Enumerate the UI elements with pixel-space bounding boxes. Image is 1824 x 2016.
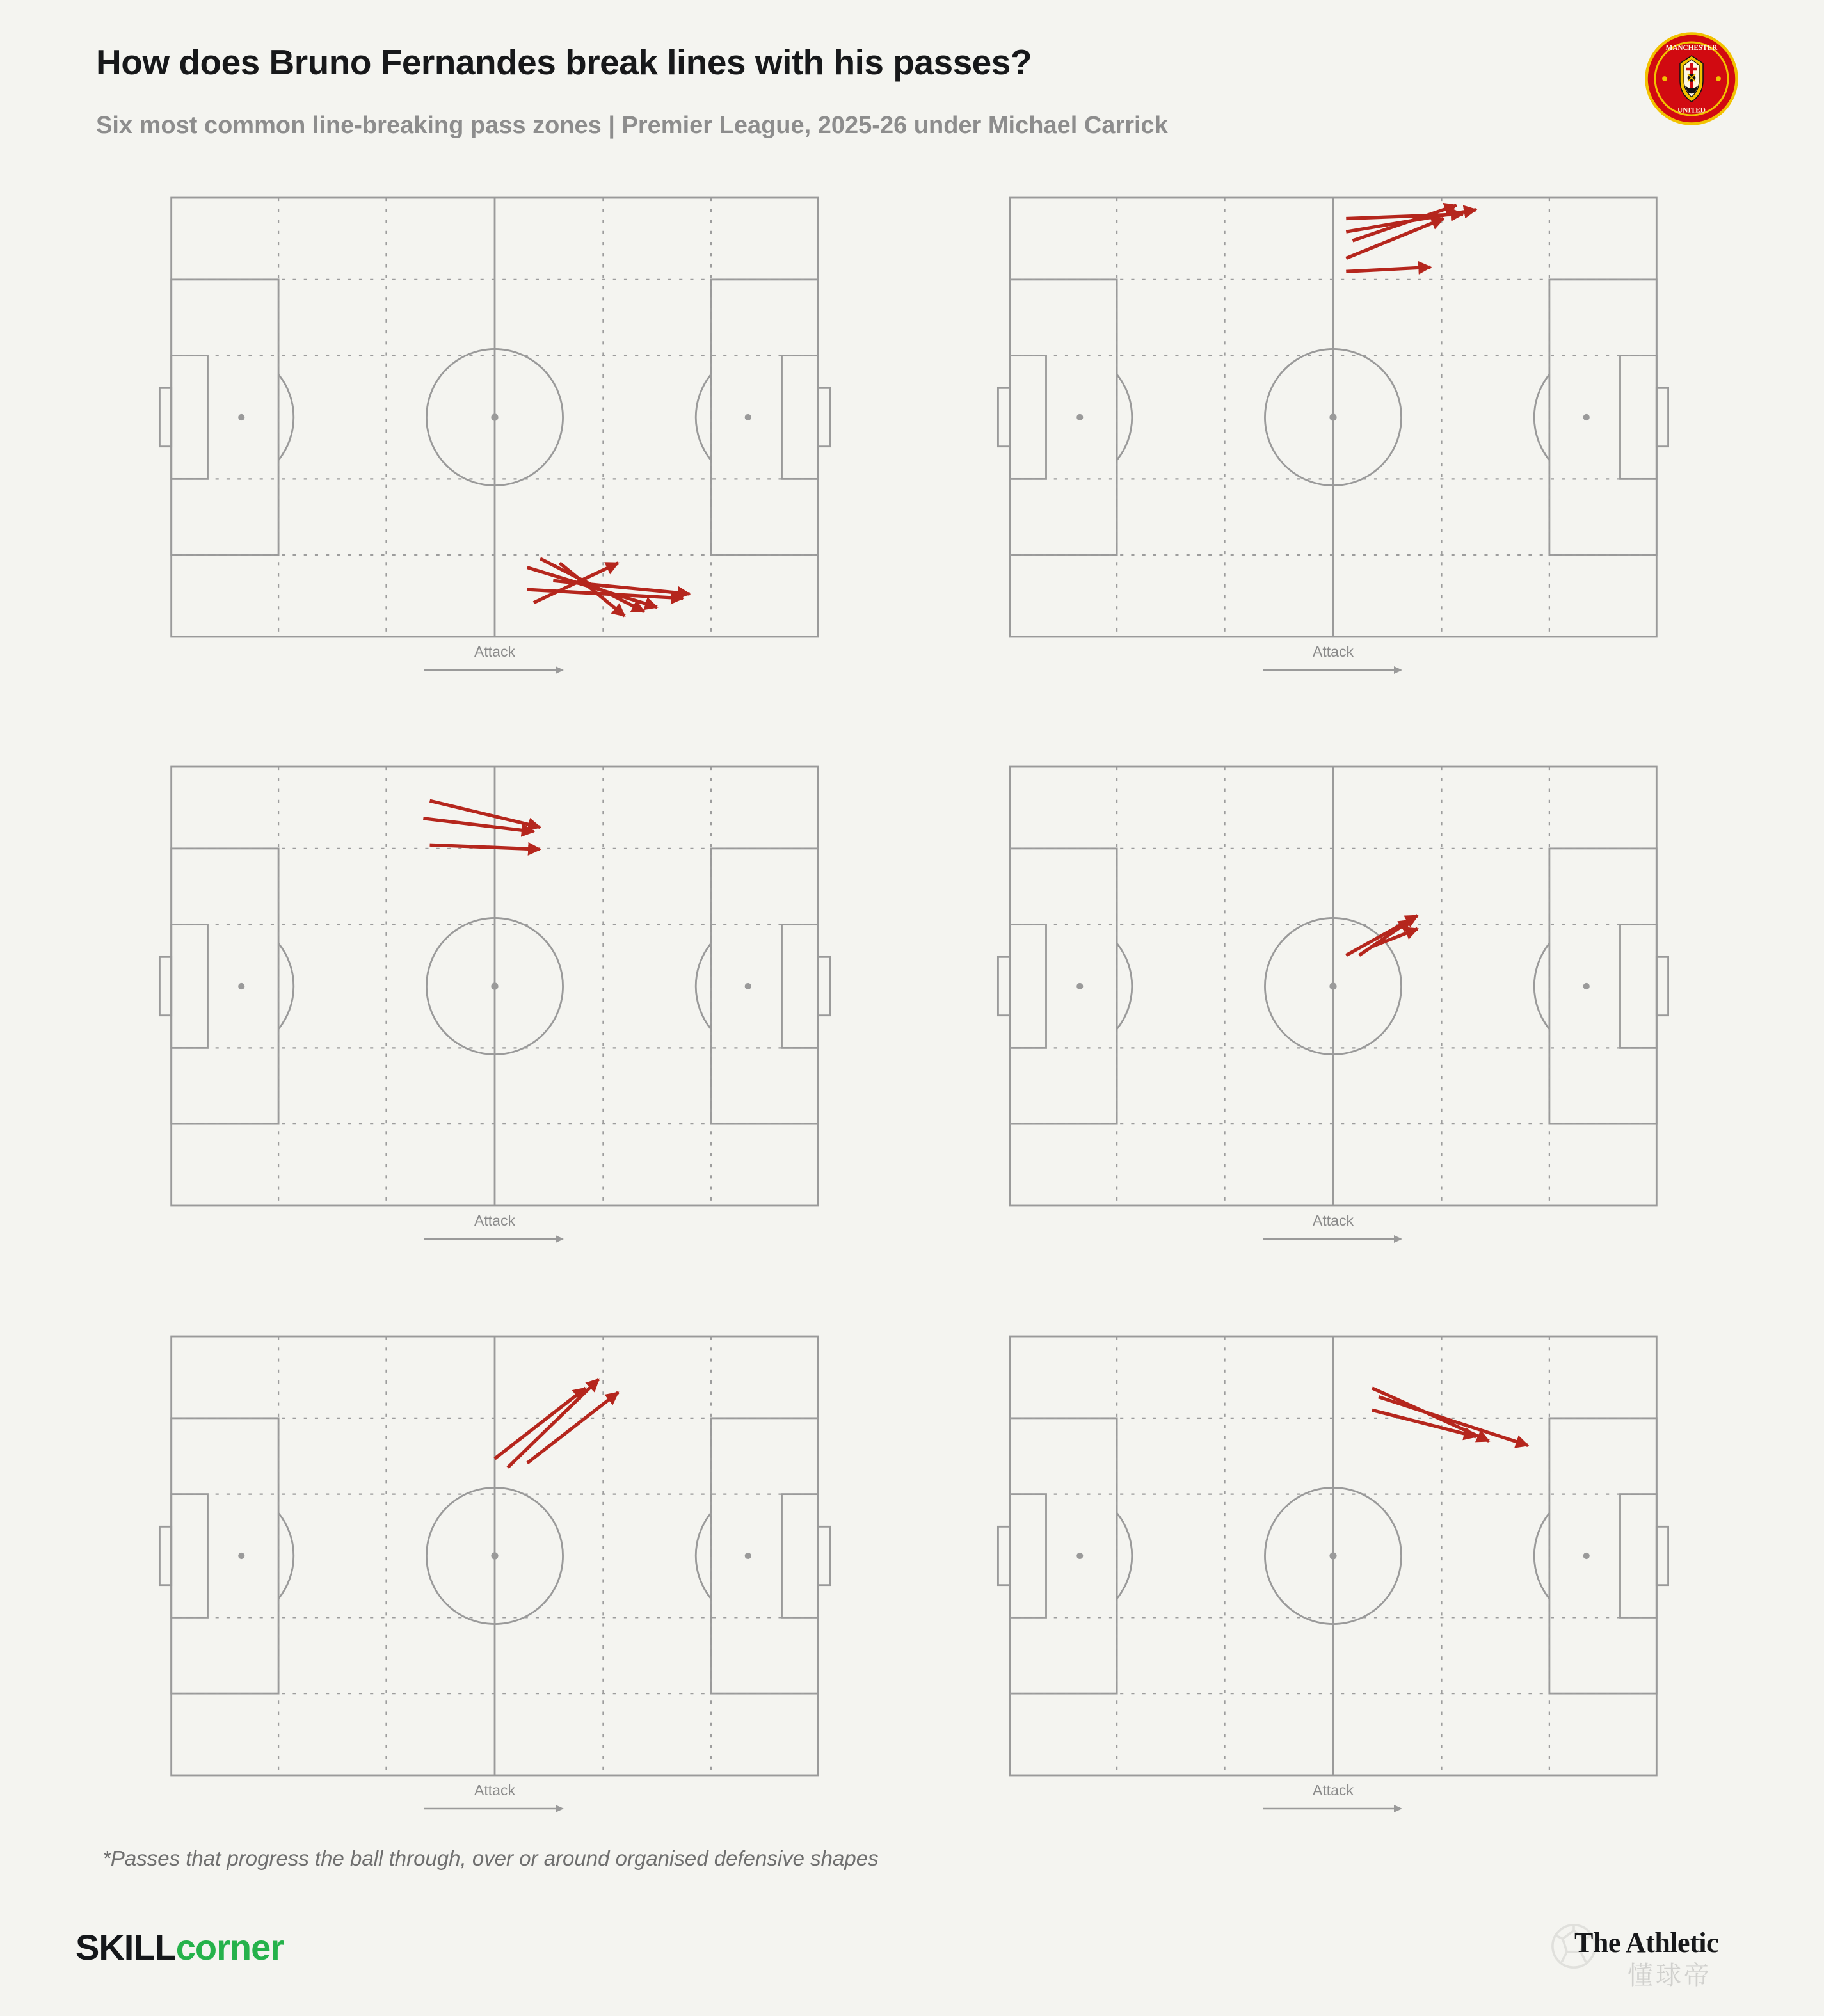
attack-direction-arrow-icon — [1263, 1234, 1404, 1244]
attack-direction-label: Attack — [474, 643, 515, 660]
attack-direction-arrow-icon — [424, 665, 565, 675]
pass-arrow-5 — [1346, 267, 1430, 271]
pitch-diagram — [156, 196, 834, 638]
pitch-diagram — [994, 1335, 1672, 1777]
pass-arrow-1 — [495, 1388, 586, 1459]
attack-direction-arrow-icon — [1263, 1804, 1404, 1814]
pitch-panel-3 — [156, 765, 834, 1245]
pitch-diagram — [156, 765, 834, 1207]
pitch-diagram — [994, 196, 1672, 638]
pass-arrow-1 — [430, 801, 541, 827]
pitch-diagram — [156, 1335, 834, 1777]
attack-direction-label: Attack — [474, 1212, 515, 1229]
pass-arrow-3 — [1379, 1397, 1528, 1446]
pass-arrows — [423, 801, 540, 849]
pass-arrow-2 — [1346, 214, 1463, 219]
page-title: How does Bruno Fernandes break lines with his passes? — [96, 42, 1032, 82]
pass-arrow-5 — [559, 563, 624, 616]
pass-arrows — [1346, 205, 1476, 272]
pitch-panel-1 — [156, 196, 834, 676]
pass-arrows — [1372, 1388, 1528, 1446]
page-subtitle: Six most common line-breaking pass zones | Premier League, 2025-26 under Michael Carrick — [96, 112, 1168, 139]
pass-arrows — [495, 1379, 618, 1468]
skillcorner-logo-part1: SKILL — [76, 1927, 176, 1967]
attack-direction-arrow-icon — [424, 1804, 565, 1814]
the-athletic-logo: The Athletic — [1574, 1927, 1718, 1958]
pitch-panel-4 — [994, 765, 1672, 1245]
pass-arrows — [527, 559, 690, 616]
attack-direction-label: Attack — [1313, 1212, 1354, 1229]
pitch-panel-6 — [994, 1335, 1672, 1815]
svg-text:UNITED: UNITED — [1677, 106, 1706, 115]
pass-arrow-2 — [508, 1379, 598, 1468]
watermark-text: 懂球帝 — [1628, 1962, 1712, 1990]
skillcorner-logo-part2: corner — [175, 1927, 284, 1967]
footnote: *Passes that progress the ball through, over or around organised defensive shapes — [102, 1846, 879, 1870]
pitch-panel-5 — [156, 1335, 834, 1815]
pitch-panel-2 — [994, 196, 1672, 676]
svg-text:MANCHESTER: MANCHESTER — [1665, 44, 1718, 52]
pass-arrow-2 — [1359, 920, 1411, 956]
attack-direction-label: Attack — [474, 1782, 515, 1798]
pass-arrow-3 — [430, 845, 541, 849]
skillcorner-logo — [76, 1926, 284, 1968]
pitch-diagram — [994, 765, 1672, 1207]
attack-direction-label: Attack — [1313, 1782, 1354, 1798]
attack-direction-label: Attack — [1313, 643, 1354, 660]
attack-direction-arrow-icon — [424, 1234, 565, 1244]
attack-direction-arrow-icon — [1263, 665, 1404, 675]
